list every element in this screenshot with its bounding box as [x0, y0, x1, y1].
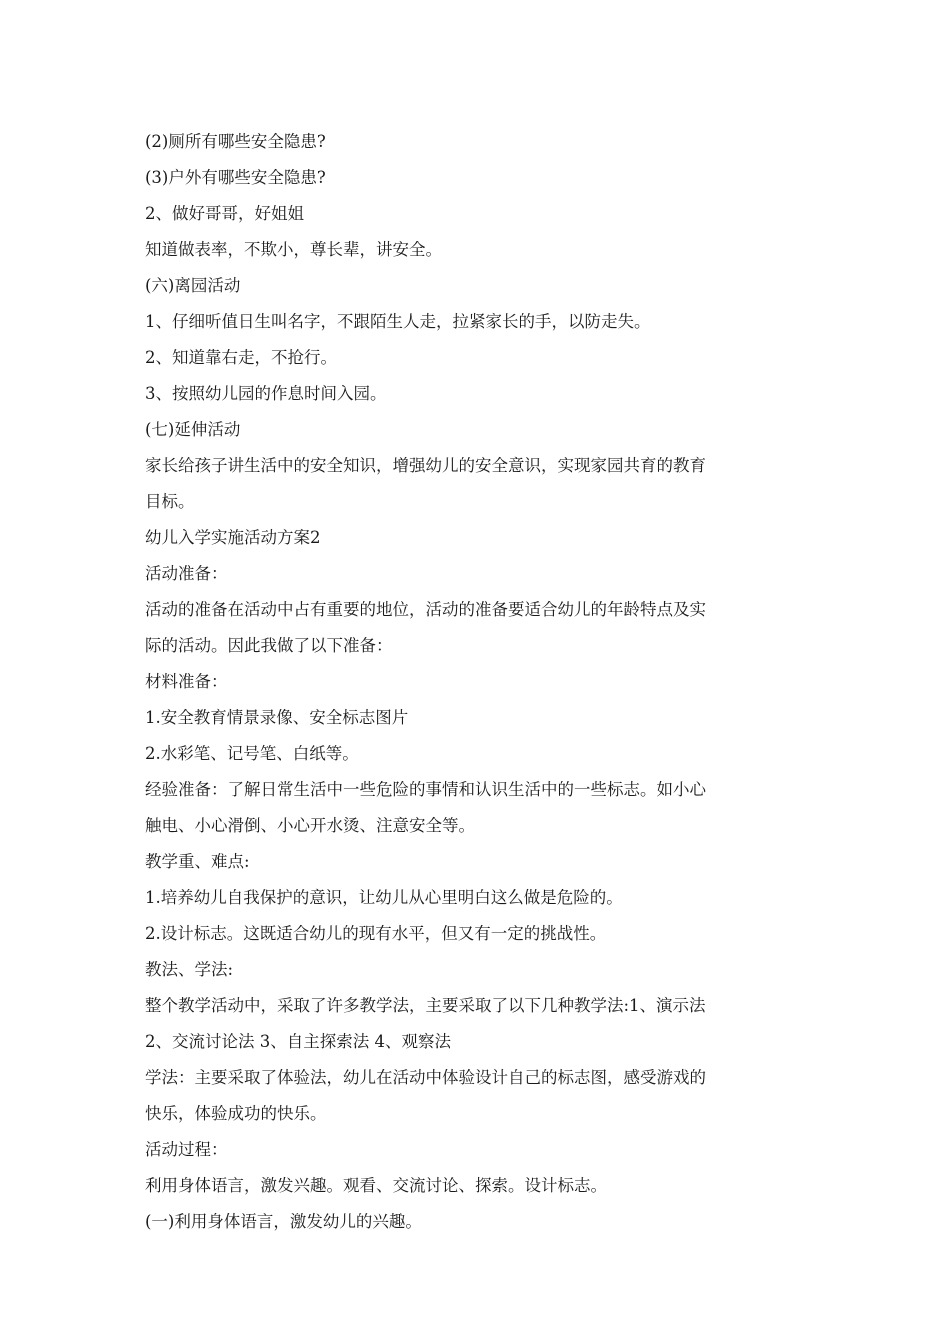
text-line: 利用身体语言，激发兴趣。观看、交流讨论、探索。设计标志。 [145, 1176, 607, 1195]
text-line: 整个教学活动中，采取了许多教学法，主要采取了以下几种教学法:1、演示法 [145, 996, 706, 1015]
text-line: 触电、小心滑倒、小心开水烫、注意安全等。 [145, 816, 475, 835]
text-line: 家长给孩子讲生活中的安全知识，增强幼儿的安全意识，实现家园共育的教育 [145, 456, 706, 475]
section-heading: 活动过程： [145, 1140, 228, 1159]
text-line: 2.水彩笔、记号笔、白纸等。 [145, 744, 359, 763]
text-line: 知道做表率，不欺小，尊长辈，讲安全。 [145, 240, 442, 259]
text-line: 学法：主要采取了体验法，幼儿在活动中体验设计自己的标志图，感受游戏的 [145, 1068, 706, 1087]
text-line: 活动的准备在活动中占有重要的地位，活动的准备要适合幼儿的年龄特点及实 [145, 600, 706, 619]
document-body [145, 124, 810, 1240]
section-heading: 教学重、难点: [145, 852, 250, 871]
section-heading: (六)离园活动 [145, 276, 241, 295]
document-title: 幼儿入学实施活动方案2 [145, 528, 321, 547]
text-line: (2)厕所有哪些安全隐患? [145, 132, 326, 151]
text-line: 经验准备：了解日常生活中一些危险的事情和认识生活中的一些标志。如小心 [145, 780, 706, 799]
text-line: 2、交流讨论法 3、自主探索法 4、观察法 [145, 1032, 451, 1051]
text-line: 1.培养幼儿自我保护的意识，让幼儿从心里明白这么做是危险的。 [145, 888, 623, 907]
section-heading: 材料准备： [145, 672, 228, 691]
text-line: 2、知道靠右走，不抢行。 [145, 348, 337, 367]
text-line: 际的活动。因此我做了以下准备： [145, 636, 393, 655]
section-heading: (七)延伸活动 [145, 420, 241, 439]
text-line: 2.设计标志。这既适合幼儿的现有水平，但又有一定的挑战性。 [145, 924, 607, 943]
section-heading: 教法、学法: [145, 960, 234, 979]
text-line: 2、做好哥哥，好姐姐 [145, 204, 304, 223]
text-line: (3)户外有哪些安全隐患? [145, 168, 326, 187]
text-line: 3、按照幼儿园的作息时间入园。 [145, 384, 387, 403]
section-heading: 活动准备： [145, 564, 228, 583]
text-line: (一)利用身体语言，激发幼儿的兴趣。 [145, 1212, 422, 1231]
text-line: 1.安全教育情景录像、安全标志图片 [145, 708, 409, 727]
text-line: 1、仔细听值日生叫名字，不跟陌生人走，拉紧家长的手，以防走失。 [145, 312, 651, 331]
text-line: 快乐，体验成功的快乐。 [145, 1104, 327, 1123]
text-line: 目标。 [145, 492, 195, 511]
